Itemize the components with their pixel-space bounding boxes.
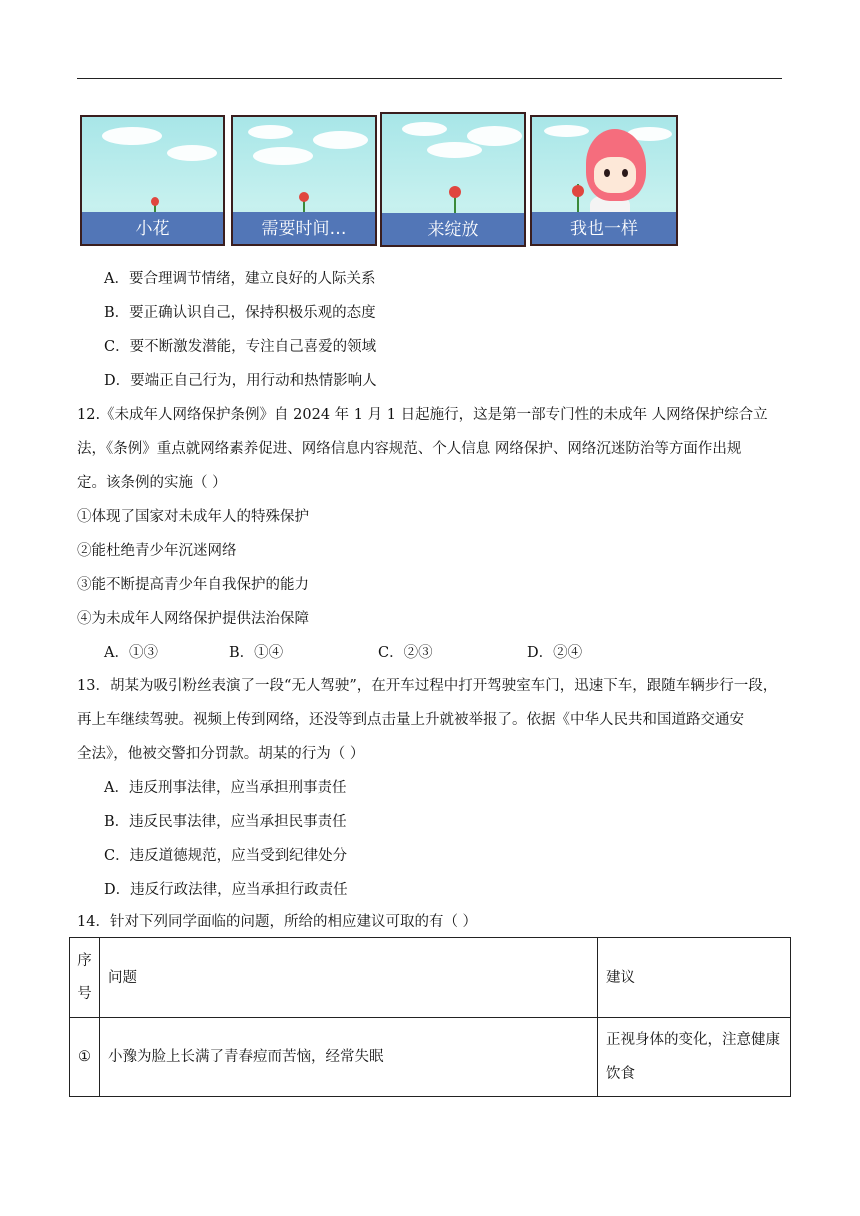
comic-panel-1 <box>80 115 225 246</box>
table-cell-problem: 小豫为脸上长满了青春痘而苦恼，经常失眠 <box>100 1018 598 1097</box>
q12-stem-line-3: 定。该条例的实施（ ） <box>77 475 227 491</box>
q12-stem-line-2: 法，《条例》重点就网络素养促进、网络信息内容规范、个人信息 网络保护、网络沉迷防治等方面作出规 <box>77 441 742 457</box>
q12-statement-4: ④为未成年人网络保护提供法治保障 <box>77 611 309 627</box>
q12-choice-d: D．②④ <box>527 645 583 661</box>
table-header-row <box>70 938 791 1018</box>
q12-statement-3: ③能不断提高青少年自我保护的能力 <box>77 577 309 593</box>
q13-option-a: A．违反刑事法律，应当承担刑事责任 <box>104 780 347 796</box>
comic-caption-2: 需要时间… <box>261 219 347 239</box>
comic-panel-3 <box>380 112 526 247</box>
q12-statement-2: ②能杜绝青少年沉迷网络 <box>77 543 237 559</box>
table-cell-advice: 正视身体的变化，注意健康饮食 <box>598 1018 791 1097</box>
q12-statement-1: ①体现了国家对未成年人的特殊保护 <box>77 509 309 525</box>
comic-caption-3: 来绽放 <box>427 220 479 240</box>
q13-stem-line-2: 再上车继续驾驶。视频上传到网络，还没等到点击量上升就被举报了。依据《中华人民共和国道路交通安 <box>77 712 744 728</box>
flower-icon <box>572 185 584 197</box>
table-row <box>70 1018 791 1097</box>
girl-face <box>594 157 636 193</box>
comic-caption-4: 我也一样 <box>570 219 638 239</box>
q12-choice-c: C．②③ <box>378 645 433 661</box>
comic-panel-4 <box>530 115 678 246</box>
q13-option-d: D．违反行政法律，应当承担行政责任 <box>104 882 348 898</box>
q13-option-c: C．违反道德规范，应当受到纪律处分 <box>104 848 348 864</box>
table-header-problem: 问题 <box>100 938 598 1018</box>
flower-icon <box>299 192 309 202</box>
q11-option-d: D．要端正自己行为，用行动和热情影响人 <box>104 373 377 389</box>
comic-panel-2 <box>231 115 377 246</box>
header-rule <box>77 78 782 79</box>
comic-caption-1: 小花 <box>135 219 170 239</box>
table-cell-num: ① <box>70 1018 100 1097</box>
comic-strip <box>80 115 680 248</box>
q13-stem-line-1: 13．胡某为吸引粉丝表演了一段“无人驾驶”，在开车过程中打开驾驶室车门，迅速下车，跟随车辆步行一段， <box>77 678 778 694</box>
flower-icon <box>151 197 159 206</box>
q11-option-b: B．要正确认识自己，保持积极乐观的态度 <box>104 305 376 321</box>
q14-table <box>69 937 791 1097</box>
q12-choice-a: A．①③ <box>104 645 158 661</box>
q13-option-b: B．违反民事法律，应当承担民事责任 <box>104 814 347 830</box>
q14-stem: 14．针对下列同学面临的问题，所给的相应建议可取的有（ ） <box>77 914 478 930</box>
flower-icon <box>449 186 461 198</box>
table-header-num: 序号 <box>70 938 100 1018</box>
q13-stem-line-3: 全法》，他被交警扣分罚款。胡某的行为（ ） <box>77 746 365 762</box>
table-header-advice: 建议 <box>598 938 791 1018</box>
q12-stem-line-1: 12.《未成年人网络保护条例》自 2024 年 1 月 1 日起施行，这是第一部专门性的未成年 人网络保护综合立 <box>77 407 768 423</box>
q11-option-c: C．要不断激发潜能，专注自己喜爱的领域 <box>104 339 377 355</box>
q11-option-a: A．要合理调节情绪，建立良好的人际关系 <box>104 271 376 287</box>
q12-choice-b: B．①④ <box>229 645 284 661</box>
